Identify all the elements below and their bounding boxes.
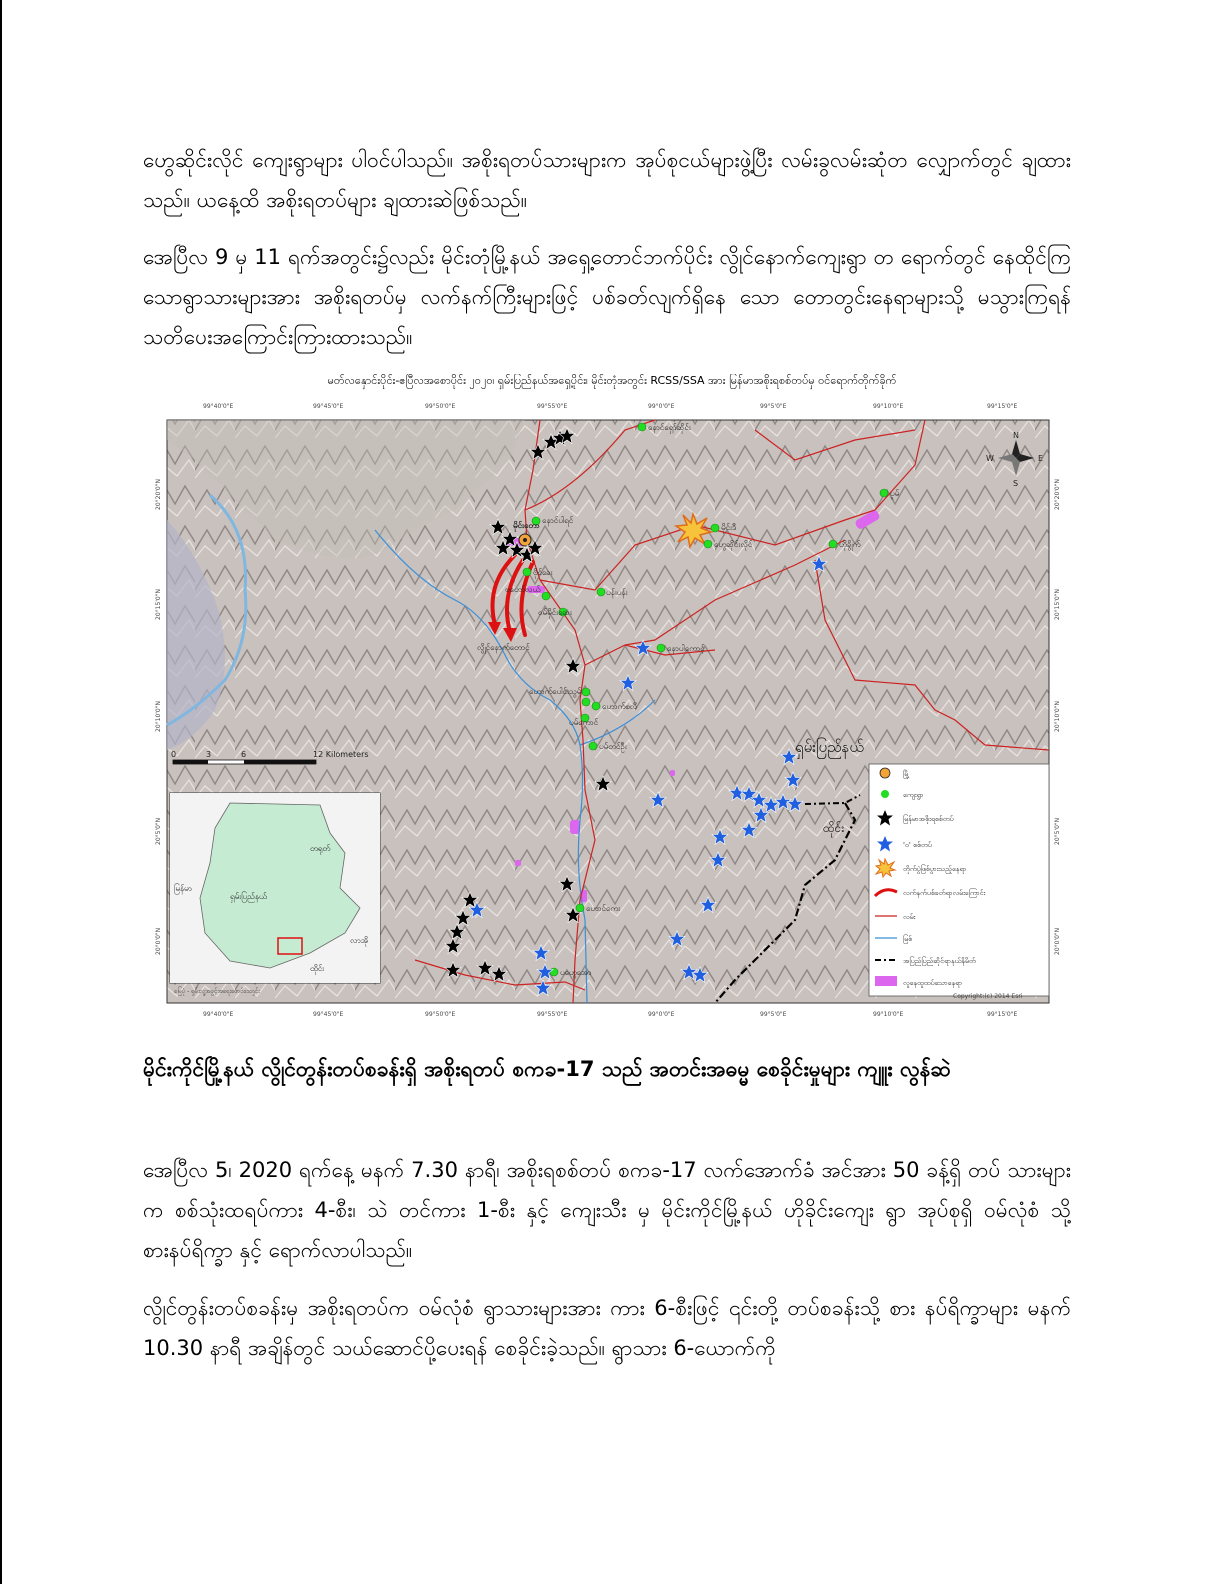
lat-tick-1: 20°20'0"N <box>155 479 162 510</box>
village-dot <box>880 489 888 497</box>
village-label: ဟွေဆိုင်းလိုင် <box>714 540 753 549</box>
conflict-map <box>155 400 1065 1020</box>
compass-w: W <box>986 454 994 463</box>
inset-credit: မြေပုံ - ရှမ်းလူ့အခွင့်အရေးဖောင်ဒေးရှင်း <box>174 988 260 995</box>
lat-tick-2: 20°15'0"N <box>155 589 162 620</box>
village-label: ပန်းပန်း <box>606 588 628 597</box>
village-dot <box>589 742 597 750</box>
village-label: ပဟွေအော <box>560 968 592 977</box>
paragraph-2: အေပြီလ 9 မှ 11 ရက်အတွင်း၌လည်း မိုင်းတုံမြို့နယ် အရှေ့တောင်ဘက်ပိုင်း လွိုင်နောက်ကျေးရွာ တ ရောက်တွင် နေထိုင်ကြသောရွာသားများအား အစိုးရတပ်မှ လက်နက်ကြီးများဖြင့် ပစ်ခတ်လျက်ရှိနေ သော တောတွင်းနေရာများသို့ မသွားကြရန် သတိပေးအကြောင်းကြားထားသည်။ <box>143 245 1071 349</box>
village-label: ပမ်တင်ဦး <box>599 742 627 751</box>
lon-tick-7: 99°10'0"E <box>873 403 904 410</box>
lat-tick-r1: 20°20'0"N <box>1054 479 1061 510</box>
village-dot <box>657 644 665 652</box>
lon-tick-b6: 99°5'0"E <box>760 1011 787 1018</box>
village-dot <box>597 588 605 596</box>
legend-label: မြန်မာအစိုးရစစ်တပ် <box>903 815 954 823</box>
lon-tick-3: 99°50'0"E <box>425 403 456 410</box>
lon-tick-b7: 99°10'0"E <box>873 1011 904 1018</box>
lat-tick-r2: 20°15'0"N <box>1054 589 1061 620</box>
lat-tick-5: 20°0'0"N <box>155 927 162 955</box>
lat-tick-r4: 20°5'0"N <box>1054 817 1061 845</box>
lon-tick-4: 99°55'0"E <box>537 403 568 410</box>
legend-village-icon <box>881 790 889 798</box>
inset-label: တရုတ် <box>310 844 331 853</box>
scale-label: 3 <box>206 750 212 759</box>
lat-tick-r5: 20°0'0"N <box>1054 927 1061 955</box>
village-label: နောပါကောင့် <box>667 644 705 653</box>
town-marker-icon <box>519 534 531 546</box>
village-label: ဗိုင်ခေး <box>533 568 553 577</box>
legend-label: လမ်း <box>903 913 916 921</box>
village-dot <box>711 524 719 532</box>
village-dot <box>523 568 531 576</box>
lon-tick-b3: 99°50'0"E <box>425 1011 456 1018</box>
village-label: ဝမ်မိုင်းဆေး <box>538 608 572 617</box>
scale-label: 0 <box>171 750 177 759</box>
village-label: ဟိုခွိုက် <box>839 540 861 549</box>
village-dot <box>582 698 590 706</box>
section-heading: မိုင်းကိုင်မြို့နယ် လွိုင်တွန်းတပ်စခန်းရှိ အစိုးရတပ် စကခ-17 သည် အတင်းအဓမ္မ စေခိုင်းမှုများ ကျူး လွန်ဆဲ <box>143 1057 951 1081</box>
compass-s: S <box>1013 479 1019 488</box>
town-label: မိုင်းတော <box>513 521 540 530</box>
populated-area <box>515 860 521 866</box>
village-label: လွိုင်နောက်တောင် <box>477 643 530 652</box>
village-dot <box>638 423 646 431</box>
legend-town-icon <box>880 768 890 778</box>
lon-tick-b1: 99°40'0"E <box>203 1011 234 1018</box>
inset-label: လာအို <box>350 936 369 945</box>
lon-tick-8: 99°15'0"E <box>987 403 1018 410</box>
village-label: ဟောက်ပေါင်းသွမ် <box>529 687 582 696</box>
inset-label: မြန်မာ <box>174 884 192 893</box>
inset-map <box>170 793 380 996</box>
lon-tick-2: 99°45'0"E <box>313 403 344 410</box>
legend-label: ကျေးရွာ <box>903 791 924 799</box>
village-label: ဟောင်ကေး <box>586 904 621 913</box>
lon-tick-1: 99°40'0"E <box>203 403 234 410</box>
village-dot <box>592 702 600 710</box>
legend-label: 'ဝ' စစ်တပ် <box>903 841 932 849</box>
village-label: မိုင်းဒီ <box>721 523 737 532</box>
lon-tick-b8: 99°15'0"E <box>987 1011 1018 1018</box>
village-label: နောင်ပါရင် <box>542 516 574 525</box>
populated-area <box>670 770 675 776</box>
lon-tick-6: 99°5'0"E <box>760 403 787 410</box>
village-label: ဗဟော်လယ် <box>505 585 541 594</box>
village-dot <box>829 540 837 548</box>
lat-tick-3: 20°10'0"N <box>155 701 162 732</box>
village-label: နောင်ရှော်ဆိုင်း <box>648 423 691 432</box>
shan-state-label: ရှမ်းပြည်နယ် <box>795 738 864 756</box>
lon-tick-b5: 99°0'0"E <box>648 1011 675 1018</box>
legend-label: မြစ် <box>903 935 913 943</box>
village-dot <box>542 592 550 600</box>
lat-tick-4: 20°5'0"N <box>155 817 162 845</box>
village-label: ဟောက်စလီ <box>602 702 638 711</box>
compass-n: N <box>1013 431 1019 440</box>
scale-label: 12 Kilometers <box>313 750 369 759</box>
copyright-text: Copyright:(c) 2014 Esri <box>953 993 1023 1000</box>
paragraph-1: ဟွေဆိုင်းလိုင် ကျေးရွာများ ပါဝင်ပါသည်။ အစိုးရတပ်သားများက အုပ်စုငယ်များဖွဲ့ပြီး လမ်းခွလမ်းဆုံတ လျှောက်တွင် ချထားသည်။ ယနေ့ထိ အစိုးရတပ်များ ချထားဆဲဖြစ်သည်။ <box>143 148 1071 212</box>
scale-label: 6 <box>241 750 247 759</box>
village-dot <box>582 688 590 696</box>
inset-label: ရှမ်းပြည်နယ် <box>230 892 267 901</box>
village-label: ပူမ် <box>890 489 900 498</box>
page-left-border <box>0 0 2 1584</box>
legend-label: လက်နက်ပစ်ခတ်ရာလမ်းကြောင်း <box>903 889 986 897</box>
legend-label: မြို့ <box>903 770 910 778</box>
paragraph-3: အေပြီလ 5၊ 2020 ရက်နေ့ မနက် 7.30 နာရီ၊ အစိုးရစစ်တပ် စကခ-17 လက်အောက်ခံ အင်အား 50 ခန့်ရှိ တပ် သားများက စစ်သုံးထရပ်ကား 4-စီး၊ သဲ တင်ကား 1-စီး နှင့် ကျေးသီး မှ မိုင်းကိုင်မြို့နယ် ဟိုခိုင်းကျေး ရွာ အုပ်စုရှိ ဝမ်လုံစံ သို့ စားနပ်ရိက္ခာ နှင့် ရောက်လာပါသည်။ <box>143 1158 1071 1262</box>
thailand-label: ထိုင်း <box>823 821 845 835</box>
village-dot <box>704 540 712 548</box>
compass-e: E <box>1038 454 1044 463</box>
map-title: မတ်လနှောင်းပိုင်း-ဧပြီလအစောပိုင်း ၂၀၂၀၊ ရှမ်းပြည်နယ်အရှေ့ပိုင်း၊ မိုင်းတုံအတွင်း RCSS/SSA အား မြန်မာအစိုးရစစ်တပ်မှ ဝင်ရောက်တိုက်ခိုက် <box>327 374 897 387</box>
paragraph-4: လွိုင်တွန်းတပ်စခန်းမှ အစိုးရတပ်က ဝမ်လုံစံ ရွာသားများအား ကား 6-စီးဖြင့် ၎င်းတို့ တပ်စခန်းသို့ စား နပ်ရိက္ခာများ မနက် 10.30 နာရီ အချိန်တွင် သယ်ဆောင်ပို့ပေးရန် စေခိုင်းခဲ့သည်။ ရွာသား 6-ယောက်ကို <box>143 1296 1071 1360</box>
lon-tick-b4: 99°55'0"E <box>537 1011 568 1018</box>
lat-tick-r3: 20°10'0"N <box>1054 701 1061 732</box>
village-dot <box>576 904 584 912</box>
legend-label: လူနေထူထပ်သောနေရာ <box>903 979 963 987</box>
legend-label: အပြည်ပြည်ဆိုင်ရာနယ်နိမိတ် <box>903 957 976 965</box>
legend-label: တိုက်ပွဲဖြစ်ပွားသည့်နေရာ <box>903 865 967 873</box>
inset-label: ထိုင်း <box>310 964 325 973</box>
lon-tick-5: 99°0'0"E <box>648 403 675 410</box>
village-label: ပမ်ကောင် <box>569 718 599 727</box>
legend-populated-icon <box>875 976 897 986</box>
lon-tick-b2: 99°45'0"E <box>313 1011 344 1018</box>
map-legend <box>869 764 1049 996</box>
